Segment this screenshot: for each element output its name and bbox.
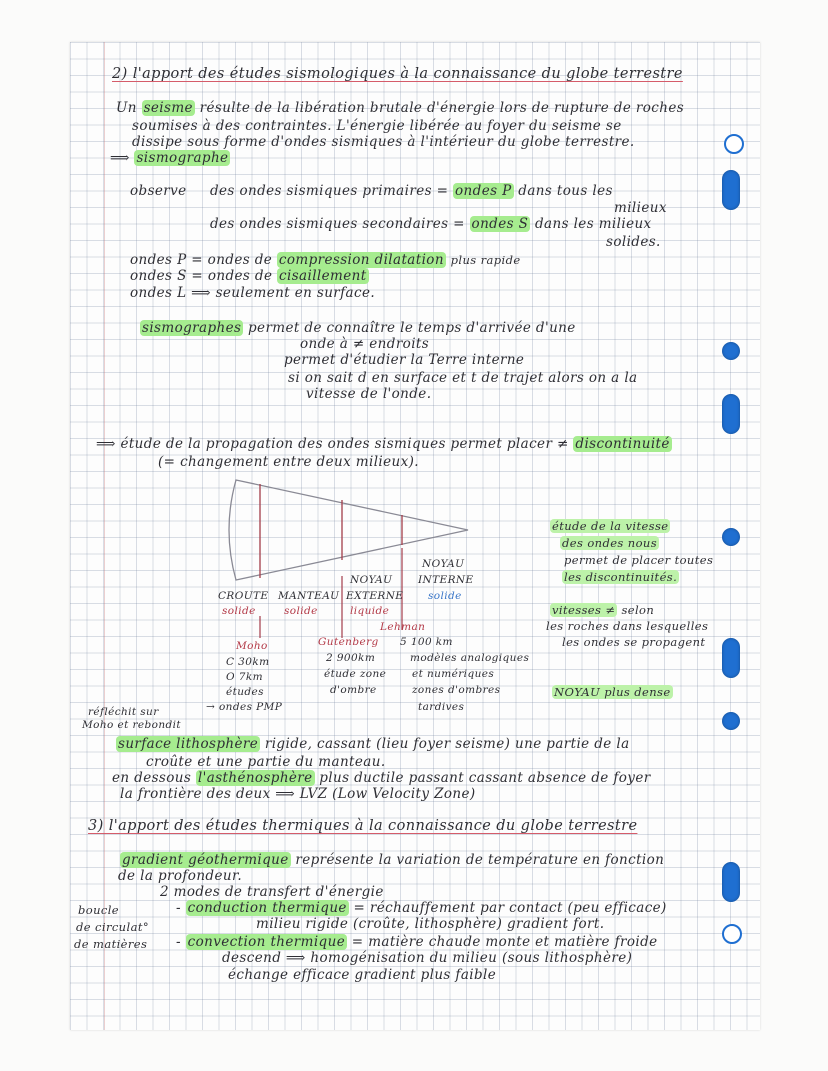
reflect-note-1: réfléchit sur [88, 706, 159, 718]
intro-line-3: dissipe sous forme d'ondes sismiques à l'intérieur du globe terrestre. [132, 134, 635, 150]
mantle-label: MANTEAU [278, 590, 340, 602]
propagation-line-2: (= changement entre deux milieux). [158, 454, 419, 470]
sismographes-line-5: vitesse de l'onde. [306, 386, 432, 402]
lehman-note-1: modèles analogiques [410, 652, 530, 664]
gutenberg-label: Gutenberg [318, 636, 379, 648]
outer-core-label-1: NOYAU [350, 574, 393, 586]
asthenosphere-line: en dessous l'asthénosphère plus ductile passant cassant absence de foyer [112, 770, 651, 786]
inner-core-state: solide [428, 590, 462, 602]
intro-line-2: soumises à des contraintes. L'énergie libérée au foyer du seisme se [132, 118, 622, 134]
section-3-title: 3) l'apport des études thermiques à la connaissance du globe terrestre [88, 818, 638, 834]
inner-core-label-2: INTERNE [418, 574, 474, 586]
boucle-note-1: boucle [78, 903, 120, 917]
gutenberg-depth: 2 900km [326, 652, 376, 664]
propagation-line-1: ⟹ étude de la propagation des ondes sismiques permet placer ≠ discontinuité [96, 436, 670, 452]
side-note-5: vitesses ≠ selon [552, 603, 655, 617]
sismographe-line: ⟹ sismographe [110, 150, 229, 166]
moho-continental: C 30km [226, 656, 270, 668]
lehman-label: Lehman [380, 621, 426, 633]
ondes-s-line: ondes S = ondes de cisaillement [130, 268, 367, 284]
ondes-l-line: ondes L ⟹ seulement en surface. [130, 285, 376, 301]
gutenberg-note-1: étude zone [324, 668, 387, 680]
secondary-waves-line: des ondes sismiques secondaires = ondes S dans les milieux [210, 216, 652, 232]
boucle-note-3: de matières [74, 937, 148, 951]
gutenberg-note-2: d'ombre [330, 684, 377, 696]
ondes-p-line: ondes P = ondes de compression dilatation plus rapide [130, 252, 521, 268]
observe-label: observe [130, 183, 187, 199]
moho-note-2: → ondes PMP [206, 701, 283, 713]
side-note-4: les discontinuités. [564, 570, 678, 584]
moho-note-1: études [226, 686, 264, 698]
section-2-title: 2) l'apport des études sismologiques à la connaissance du globe terrestre [112, 66, 683, 82]
inner-core-label-1: NOYAU [422, 558, 465, 570]
side-note-2: des ondes nous [562, 536, 658, 550]
side-note-7: les ondes se propagent [562, 635, 706, 649]
reflect-note-2: Moho et rebondit [82, 719, 182, 731]
primary-waves-line: des ondes sismiques primaires = ondes P dans tous les [210, 183, 613, 199]
conduction-line-2: milieu rigide (croûte, lithosphère) gradient fort. [256, 916, 605, 932]
side-note-3: permet de placer toutes [564, 553, 714, 567]
modes-line: 2 modes de transfert d'énergie [160, 884, 384, 900]
lehman-note-4: tardives [418, 701, 465, 713]
outer-core-state: liquide [350, 605, 390, 617]
intro-line-1: Un seisme résulte de la libération brutale d'énergie lors de rupture de roches [116, 100, 685, 116]
gradient-line-2: de la profondeur. [118, 868, 243, 884]
moho-oceanic: O 7km [226, 671, 263, 683]
sismographes-line-2: onde à ≠ endroits [300, 336, 430, 352]
lvz-line: la frontière des deux ⟹ LVZ (Low Velocity Zone) [120, 786, 476, 802]
side-note-8: NOYAU plus dense [554, 685, 671, 699]
crust-state: solide [222, 605, 256, 617]
boucle-note-2: de circulat° [76, 920, 149, 934]
lehman-depth: 5 100 km [400, 636, 453, 648]
mantle-state: solide [284, 605, 318, 617]
seisme-highlight: seisme [143, 100, 193, 116]
sismographes-line-3: permet d'étudier la Terre interne [284, 352, 525, 368]
side-note-1: étude de la vitesse [552, 519, 669, 533]
convection-line-3: échange efficace gradient plus faible [228, 967, 497, 983]
lehman-note-2: et numériques [412, 668, 495, 680]
lehman-note-3: zones d'ombres [412, 684, 501, 696]
primary-waves-end: milieux [614, 200, 667, 216]
outer-core-label-2: EXTERNE [346, 590, 404, 602]
side-note-6: les roches dans lesquelles [546, 619, 709, 633]
conduction-line-1: - conduction thermique = réchauffement par contact (peu efficace) [176, 900, 667, 916]
crust-label: CROUTE [218, 590, 269, 602]
gradient-line-1: gradient géothermique représente la variation de température en fonction [122, 852, 665, 868]
sismographes-line-4: si on sait d en surface et t de trajet alors on a la [288, 370, 638, 386]
secondary-waves-end: solides. [606, 234, 661, 250]
sismographes-line-1: sismographes permet de connaître le temps d'arrivée d'une [142, 320, 576, 336]
lithosphere-line-1: surface lithosphère rigide, cassant (lieu foyer seisme) une partie de la [118, 736, 630, 752]
lithosphere-line-2: croûte et une partie du manteau. [146, 754, 386, 770]
convection-line-2: descend ⟹ homogénisation du milieu (sous lithosphère) [222, 950, 633, 966]
convection-line-1: - convection thermique = matière chaude monte et matière froide [176, 934, 658, 950]
moho-label: Moho [236, 640, 268, 652]
